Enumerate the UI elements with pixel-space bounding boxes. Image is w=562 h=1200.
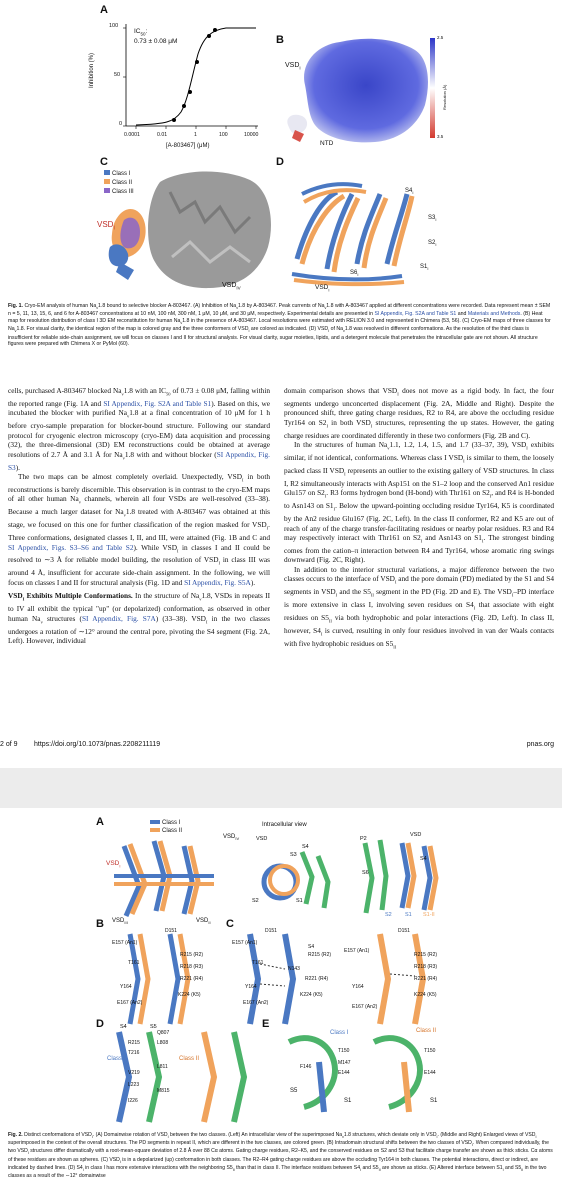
y-tick-0: 0	[119, 121, 123, 127]
fig2-a-middle	[240, 832, 340, 922]
caption-link-si[interactable]: SI Appendix, Fig. S2A and Table S1	[374, 311, 457, 318]
b-label-e167: E167 (An2)	[117, 1000, 143, 1006]
right-s1-label: S1	[405, 912, 412, 918]
c2-label-e167: E167 (An2)	[352, 1004, 378, 1010]
fig2-legend-class2: Class II	[150, 828, 182, 834]
scale-title: Resolution (Å)	[442, 84, 447, 110]
resolution-heatmap	[280, 30, 450, 155]
b-label-r215: R215 (R2)	[180, 952, 204, 958]
c-label-d151: D151	[265, 928, 277, 934]
fig1-panel-b-letter: B	[276, 34, 284, 46]
fig2-vsd1-label: $VSD_I$	[106, 860, 121, 869]
resolution-scale-bar	[430, 38, 435, 138]
c2-label-r221: R221 (R4)	[414, 976, 438, 982]
c-label-t161: T161	[252, 960, 264, 966]
vsd4-label-c: $VSD_{IV}$	[222, 282, 241, 291]
fig2-caption: Fig. 2. Distinct conformations of $VSD_I$. (A) Domainwise rotation of $VSD_I$ between the two classes. (Left) An intracellular view of the superimposed $Na_v1.8$ structures, which deviate only in $VSD_I$. (Middle and Right) Enlarged views of $VSD_I$ superimposed in the context of the overall structures. The PD segments in repeat II, which are different in the two classes, are colored green. (B) Intradomain structural shifts between the two classes of $VSD_I$. When compared individually, the two $VSD_I$ structures differ dramatically with a root-mean-square deviation of 2.8 Å over 88 Cα atoms. Gating charge residues, R2–K5, and the conserved residues on S2 and S3 that facilitate charge transfer are shown as thick sticks. Cα atoms of these residues are shown as spheres. (C) $VSD_I$ is in a depolarized (up) conformation in both classes. The R2–R4 gating charge residues are above the occluding Tyr164 in both classes. The potential interactions, direct or indirect, are indicated by dashed lines. (D) $S4_I$ in class I has more extensive interactions with the neighboring $S5_{II}$ than that in class II. The interface residues between $S4_I$ and $S5_{II}$ are shown as sticks. (E) Altered interface between $S1_I$ and $S5_{II}$ in the two classes as a result of the ∼12° domainwise	[8, 1132, 553, 1180]
right-paragraph-3: In addition to the interior structural variations, a major difference between the two classes occurs to the interface of $VSD_I$ and the pore domain (PD) mediated by the S1 and S4 segments in $VSD_I$ and the $S5_{II}$ segment in the PD (Fig. 2D and E). The $VSD_I-PD$ interface is more extensive in class I, involving seven residues on $S4_I$ that associate with eight residues on $S5_{II}$ via both hydrophobic and polar interactions (Fig. 2D, Left). In class II, however, $S4_I$ is curved, resulting in only four residues involved in van der Waals contacts with five hydrophobic residues on $S5_{II}$	[284, 564, 555, 650]
c2-label-e157: E157 (An1)	[344, 948, 370, 954]
c2-label-d151: D151	[398, 928, 410, 934]
data-point	[207, 34, 211, 38]
d-label-r215: R215	[128, 1040, 140, 1046]
vsd-ribbon	[282, 164, 447, 294]
d-label-t216: T216	[128, 1050, 140, 1056]
fig1-panel-a-letter: A	[100, 4, 108, 16]
fig2-legend-class1: Class I	[150, 820, 180, 826]
vsd1-label-d: $VSD_I$	[315, 284, 330, 293]
c-label-n143: N143	[288, 966, 300, 972]
y-tick-50: 50	[114, 72, 121, 78]
fig2-de-ribbons	[104, 1022, 450, 1130]
s2-label-d: $S2_I$	[428, 240, 437, 248]
data-point	[172, 118, 176, 122]
left-column	[8, 386, 270, 645]
data-point	[213, 28, 217, 32]
fig1-caption: Fig. 1. Cryo-EM analysis of human $Na_v1.8$ bound to selective blocker A-803467. (A) Inhibition of $Na_v1.8$ by A-803467. Peak currents of $Na_v1.8$ with A-803467 applied at different concentrations were recorded. Data represent mean ± SEM n = 5, 11, 13, 15, 6, and 6 for A-803467 concentrations at 10 nM, 100 nM, 300 nM, 1 μM, 10 μM, and 30 μM, respectively. Experimental details are presented in SI Appendix, Fig. S2A and Table S1 and Materials and Methods. (B) Heat map for resolution distribution of class I 3D EM reconstitution for human $Na_v1.8$ in the presence of A-803467. Local resolutions were estimated with RELION 3.0 and represented in Chimera (53, 56). (C) Cryo-EM maps of three classes for $Na_v1.8$. For visual clarity, the identical region of the map is colored gray and the three conformers of $VSD_I$ are colored as indicated. (D) $VSD_I$ of $Na_v1.8$ was resolved in different conformations. As the resolution of the third class is insufficient for reliable side-chain assignment, we will focus on classes I and II for structural analysis. For visual clarity, sugar moieties, lipids, and a detergent molecule that penetrates the intracellular gate are not shown. All structure figures were prepared with Chimera X or PyMol (60).	[8, 303, 551, 348]
d-class1-label: Class I	[107, 1056, 126, 1062]
x-tick-5: 10000	[244, 132, 259, 138]
ic50-value: 0.73 ± 0.08 μM	[134, 38, 178, 45]
link-si-fig-s2a[interactable]: SI Appendix, Fig. S2A and Table S1	[103, 398, 212, 408]
fig2-panel-c-letter: C	[226, 918, 234, 930]
legend-class-2: Class II	[104, 179, 132, 186]
link-si-fig-s5a[interactable]: SI Appendix, Fig. S5A	[184, 577, 251, 587]
left-paragraph-3: $VSD_I$ Exhibits Multiple Conformations. In the structure of $Na_v1.8$, VSDs in repeats II to IV all exhibit the typical "up" (or depolarized) conformation, as observed in other human $Na_v$ structures (SI Appendix, Fig. S7A) (33–38). $VSD_I$ in the two classes undergoes a rotation of ∼12° around the central pore, pivoting the S4 segment (Fig. 2A, Left). However, individual	[8, 591, 270, 645]
right-s1ii-label: S1-II	[423, 912, 435, 918]
left-paragraph-2: The two maps can be almost completely overlaid. Unexpectedly, $VSD_I$ in both reconstructions is barely discernible. This observation is in contrast to the cryo-EM maps of all other human $Na_v$ channels, wherein all four VSDs are well-resolved (33–38). Because a much larger dataset for $Na_v1.8$ treated with A-803467 was obtained at this stage, we focused on this one for further classification of the region masked for $VSD_I$. Three conformations, designated classes I, II, and III, were attained (Fig. 1B and C and SI Appendix, Figs. S3–S6 and Table S2). While $VSD_I$ in classes I and II could be resolved to ∼3 Å for reliable model building, the resolution of $VSD_I$ in class III was around 4 Å, insufficient for accurate side-chain assignment. In the following, we will focus on classes I and II for structural analysis (Fig. 1D and SI Appendix, Fig. S5A).	[8, 471, 271, 587]
c2-label-k224: K224 (K5)	[414, 992, 437, 998]
mid-s1-label: S1	[296, 898, 303, 904]
fig2-vsd4-label: $VSD_{IV}$	[223, 834, 240, 842]
left-paragraph-1: cells, purchased A-803467 blocked $Na_v1.8$ with an $IC_{50}$ of 0.73 ± 0.08 μM, falling within the reported range (Fig. 1A and SI Appendix, Fig. S2A and Table S1). Based on this, we incubated the blocker with purified $Na_v1.8$ at a final concentration of 10 μM for 1 h before cryo-sample preparation for blocker-bound structure. Following our standard protocol for cryogenic electron microscopy (cryo-EM) data acquisition and processing (32), the three-dimensional (3D) EM reconstructions could be obtained at average resolutions of 2.7 Å and 3.1 Å for $Na_v1.8$ with and without blocker (SI Appendix, Fig. S3).	[8, 386, 271, 472]
e-class1-label: Class I	[330, 1030, 349, 1036]
b-label-e157: E157 (An1)	[112, 940, 138, 946]
s4-label-d: $S4_I$	[405, 188, 414, 196]
c2-label-r218: R218 (R3)	[414, 964, 438, 970]
scale-top-value: 2.5	[437, 35, 444, 40]
s1-label-d: $S1_I$	[420, 264, 429, 272]
page-gap	[0, 768, 562, 808]
d-label-i226: I226	[128, 1098, 138, 1104]
c-label-s4: S4	[308, 944, 315, 950]
y-tick-100: 100	[109, 23, 119, 29]
ntd-label: NTD	[320, 140, 334, 147]
intracellular-view-label: Intracellular view	[262, 822, 307, 828]
b-label-d151: D151	[165, 928, 177, 934]
c2-label-r215: R215 (R2)	[414, 952, 438, 958]
y-axis-label: Inhibition (%)	[89, 52, 95, 88]
mid-vsd-label: VSD	[256, 836, 268, 842]
page-2	[0, 808, 562, 1200]
d-label-s5: S5	[150, 1024, 157, 1030]
e-label-f146: F146	[300, 1064, 312, 1070]
scale-bottom-value: 3.5	[437, 134, 444, 139]
cryo-em-map	[100, 162, 280, 297]
fig2-panel-a-letter: A	[96, 816, 104, 828]
d-label-v219: V219	[128, 1070, 140, 1076]
x-tick-1: 0.0001	[124, 132, 140, 138]
right-s6-label: S6	[362, 870, 369, 876]
d-label-l811: L811	[157, 1064, 168, 1070]
fig2-panel-b-letter: B	[96, 918, 104, 930]
right-column	[284, 386, 554, 652]
d-label-s4: S4	[120, 1024, 127, 1030]
fig2-panel-e-letter: E	[262, 1018, 270, 1030]
link-si-fig-s7a[interactable]: SI Appendix, Fig. S7A	[81, 613, 156, 623]
doi-link[interactable]: https://doi.org/10.1073/pnas.2208211119	[34, 741, 161, 748]
x-axis-label: [A-803467] (μM)	[166, 143, 210, 149]
page-number: 2 of 9	[0, 741, 18, 748]
c-label-e167: E167 (An2)	[243, 1000, 269, 1006]
fig2-vsd3-label: $VSD_{III}$	[112, 918, 128, 926]
c-label-r215: R215 (R2)	[308, 952, 332, 958]
mid-s4-label: S4	[302, 844, 309, 850]
right-p2-label: P2	[360, 836, 367, 842]
pnas-site-link[interactable]: pnas.org	[526, 741, 554, 748]
b-label-r221: R221 (R4)	[180, 976, 204, 982]
b-label-k224: K224 (K5)	[178, 992, 201, 998]
e-label-m147: M147	[338, 1060, 351, 1066]
vsd1-label-b: $VSD_I$	[285, 62, 301, 71]
d-label-l808: L808	[157, 1040, 169, 1046]
right-paragraph-1: domain comparison shows that $VSD_I$ does not move as a rigid body. In fact, the four segments undergo unconcerted displacement (Fig. 2A, Middle and Right). Despite the pronounced shift, three gating charge residues, R2 to R4, are above the occluding residue Tyr164 on $S2_I$ in both $VSD_I$ structures, representing the up states. However, the gating charge residues are coordinated differently in these two conformers (Fig. 2B and C).	[284, 386, 555, 440]
fig2-a-overview	[104, 826, 230, 926]
x-tick-2: 0.01	[157, 132, 168, 138]
e-label-s1: S1	[344, 1098, 352, 1104]
d-label-m815: M815	[157, 1088, 170, 1094]
c-label-r221: R221 (R4)	[305, 976, 329, 982]
mid-s2-label: S2	[252, 898, 259, 904]
fig2-vsd2-label: $VSD_{II}$	[196, 918, 211, 926]
data-point	[188, 90, 192, 94]
link-si-fig-s3[interactable]: SI Appendix, Fig. S3	[8, 449, 270, 472]
e2-label-e144: E144	[424, 1070, 436, 1076]
d-label-q807: Q807	[157, 1030, 170, 1036]
vsd1-label-c: $VSD_I$	[97, 220, 115, 232]
d-label-l223: L223	[128, 1082, 140, 1088]
x-tick-3: 1	[194, 132, 197, 138]
link-si-figs-s3-s6[interactable]: SI Appendix, Figs. S3–S6 and Table S2	[8, 542, 134, 552]
s3-label-d: $S3_I$	[428, 215, 437, 223]
e2-label-t150: T150	[424, 1048, 436, 1054]
d-class2-label: Class II	[179, 1056, 200, 1062]
e-label-e144: E144	[338, 1070, 350, 1076]
fig2-bc-sticks	[110, 924, 440, 1036]
right-paragraph-2: In the structures of human $Na_v1.1$, 1.2, 1.4, 1.5, and 1.7 (33–37, 39), $VSD_I$ exhibits similar, if not identical, conformations. Whereas class I $VSD_I$ is similar to them, the loosely packed class II $VSD_I$ represents an outlier to the existing gallery of VSD structures. In class I, R2 simultaneously interacts with Asp151 on the S1–2 loop and the conserved An1 residue Glu157 on $S2_I$. R3 forms hydrogen bond (H-bond) with Thr161 on $S2_I$, and R4 is H-bonded to Asn143 on $S1_I$. Below the upward-pointing occluding residue Tyr164, K5 is coordinated by the An2 residue Glu167 (Fig. 2C, Left). In the class II conformer, R2 and K5 are out of reach of any of the charge transfer-facilitating residues or nearby polar residues. R3 and R4 may respectively interact with Thr161 on $S2_I$ and Asn143 on $S1_I$. The strongest binding comes from the cation–π interaction between R4 and Tyr164, whose aromatic ring swings downward (Fig. 2C, Right).	[284, 440, 555, 565]
c-label-e157: E157 (An1)	[232, 940, 258, 946]
c-label-k224: K224 (K5)	[300, 992, 323, 998]
s6-label-d: $S6_I$	[350, 270, 359, 278]
right-s4-label: S4	[420, 856, 427, 862]
right-vsd-label: VSD	[410, 832, 422, 838]
legend-class-3: Class III	[104, 188, 134, 195]
b-label-r218: R218 (R3)	[180, 964, 204, 970]
right-s2-label: S2	[385, 912, 392, 918]
e2-label-s1: S1	[430, 1098, 438, 1104]
fig2-panel-d-letter: D	[96, 1018, 104, 1030]
data-point	[195, 60, 199, 64]
fig1-panel-d-letter: D	[276, 156, 284, 168]
fig1-panel-c-letter: C	[100, 156, 108, 168]
e-label-s5: S5	[290, 1088, 298, 1094]
data-point	[182, 104, 186, 108]
e-class2-label: Class II	[416, 1028, 437, 1034]
x-tick-4: 100	[219, 132, 228, 138]
b-label-y164: Y164	[120, 984, 132, 990]
mid-s3-label: S3	[290, 852, 297, 858]
ic50-label: $IC_{50}$:	[134, 28, 148, 37]
e-label-t150: T150	[338, 1048, 350, 1054]
c2-label-y164: Y164	[352, 984, 364, 990]
legend-class-1: Class I	[104, 170, 130, 177]
b-label-t161: T161	[128, 960, 140, 966]
fig1-panel-a-chart	[96, 14, 266, 164]
c-label-y164: Y164	[245, 984, 257, 990]
caption-link-methods[interactable]: Materials and Methods	[467, 311, 521, 318]
